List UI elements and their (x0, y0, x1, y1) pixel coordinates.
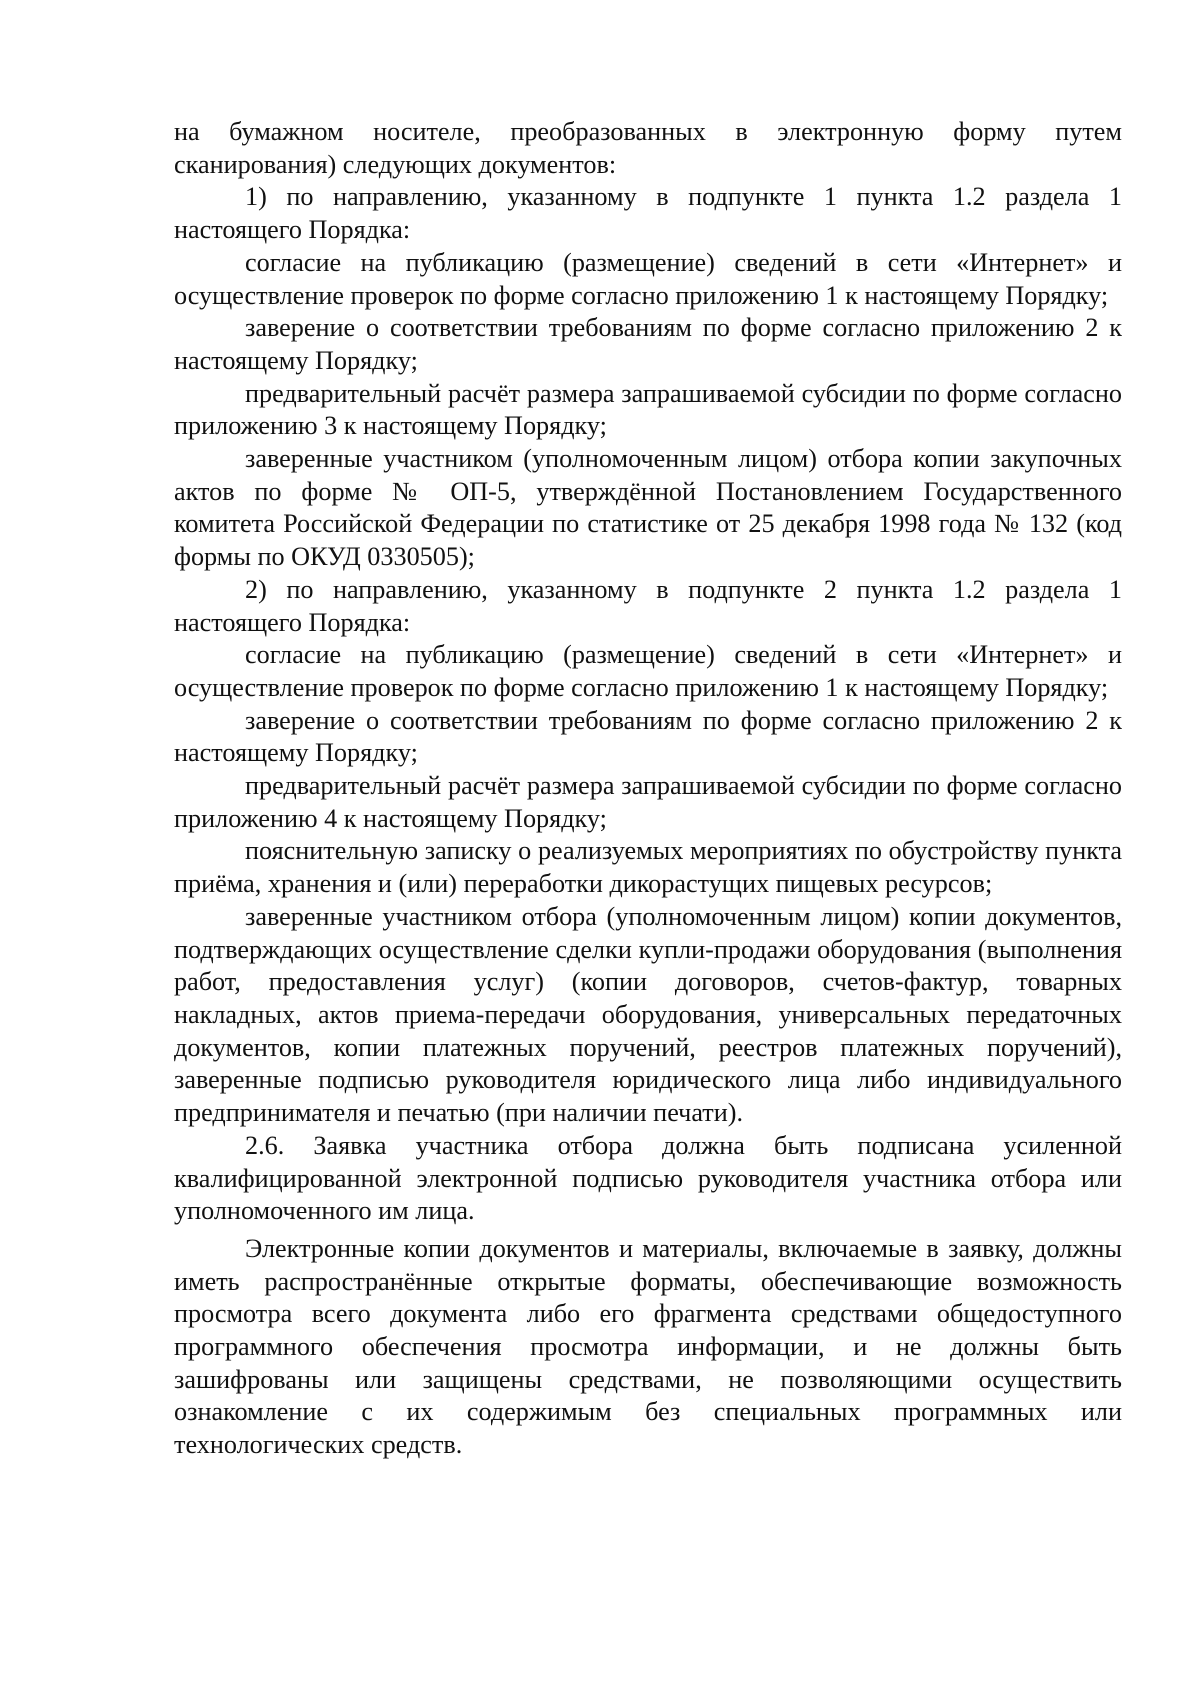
paragraph-consent-2: согласие на публикацию (размещение) сведений в сети «Интернет» и осуществление проверок по форме согласно приложению 1 к настоящему Порядку; (174, 640, 1122, 702)
paragraph-calculation-1: предварительный расчёт размера запрашиваемой субсидии по форме согласно приложению 3 к настоящему Порядку; (174, 378, 1122, 441)
paragraph-continuation: на бумажном носителе, преобразованных в электронную форму путем сканирования) следующих документов: (174, 117, 1122, 179)
paragraph-consent-1: согласие на публикацию (размещение) сведений в сети «Интернет» и осуществление проверок по форме согласно приложению 1 к настоящему Порядку; (174, 247, 1122, 310)
paragraph-direction-1: 1) по направлению, указанному в подпункте 1 пункта 1.2 раздела 1 настоящего Порядка: (174, 182, 1122, 245)
paragraph-assurance-2: заверение о соответствии требованиям по форме согласно приложению 2 к настоящему Порядку; (174, 705, 1122, 768)
paragraph-assurance-1: заверение о соответствии требованиям по форме согласно приложению 2 к настоящему Порядку; (174, 313, 1122, 375)
paragraph-section-2-6: 2.6. Заявка участника отбора должна быть подписана усиленной квалифицированной электронной подписью руководителя участника отбора или уполномоченного им лица. (174, 1130, 1122, 1226)
paragraph-electronic-copies: Электронные копии документов и материалы, включаемые в заявку, должны иметь распространённые открытые форматы, обеспечивающие возможность просмотра всего документа либо его фрагмента средствами общедоступного программного обеспечения просмотра информации, и не должны быть зашифрованы или защищены средствами, не позволяющими осуществить ознакомление с их содержимым без специальных программных или технологических средств. (174, 1233, 1122, 1460)
document-page (174, 116, 1122, 1462)
paragraph-explanatory-note: пояснительную записку о реализуемых мероприятиях по обустройству пункта приёма, хранения и (или) переработки дикорастущих пищевых ресурсов; (174, 836, 1122, 899)
paragraph-direction-2: 2) по направлению, указанному в подпункте 2 пункта 1.2 раздела 1 настоящего Порядка: (174, 574, 1122, 637)
paragraph-equipment-documents: заверенные участником отбора (уполномоченным лицом) копии документов, подтверждающих осуществление сделки купли-продажи оборудования (выполнения работ, предоставления услуг) (копии договоров, счетов-фактур, товарных накладных, актов приема-передачи оборудования, универсальных передаточных документов, копии платежных поручений, реестров платежных поручений), заверенные подписью руководителя юридического лица либо индивидуального предпринимателя и печатью (при наличии печати). (174, 901, 1122, 1128)
paragraph-purchase-acts: заверенные участником (уполномоченным лицом) отбора копии закупочных актов по форме № ОП-5, утверждённой Постановлением Государственного комитета Российской Федерации по статистике от 25 декабря 1998 года № 132 (код формы по ОКУД 0330505); (174, 444, 1122, 572)
paragraph-calculation-2: предварительный расчёт размера запрашиваемой субсидии по форме согласно приложению 4 к настоящему Порядку; (174, 771, 1122, 833)
